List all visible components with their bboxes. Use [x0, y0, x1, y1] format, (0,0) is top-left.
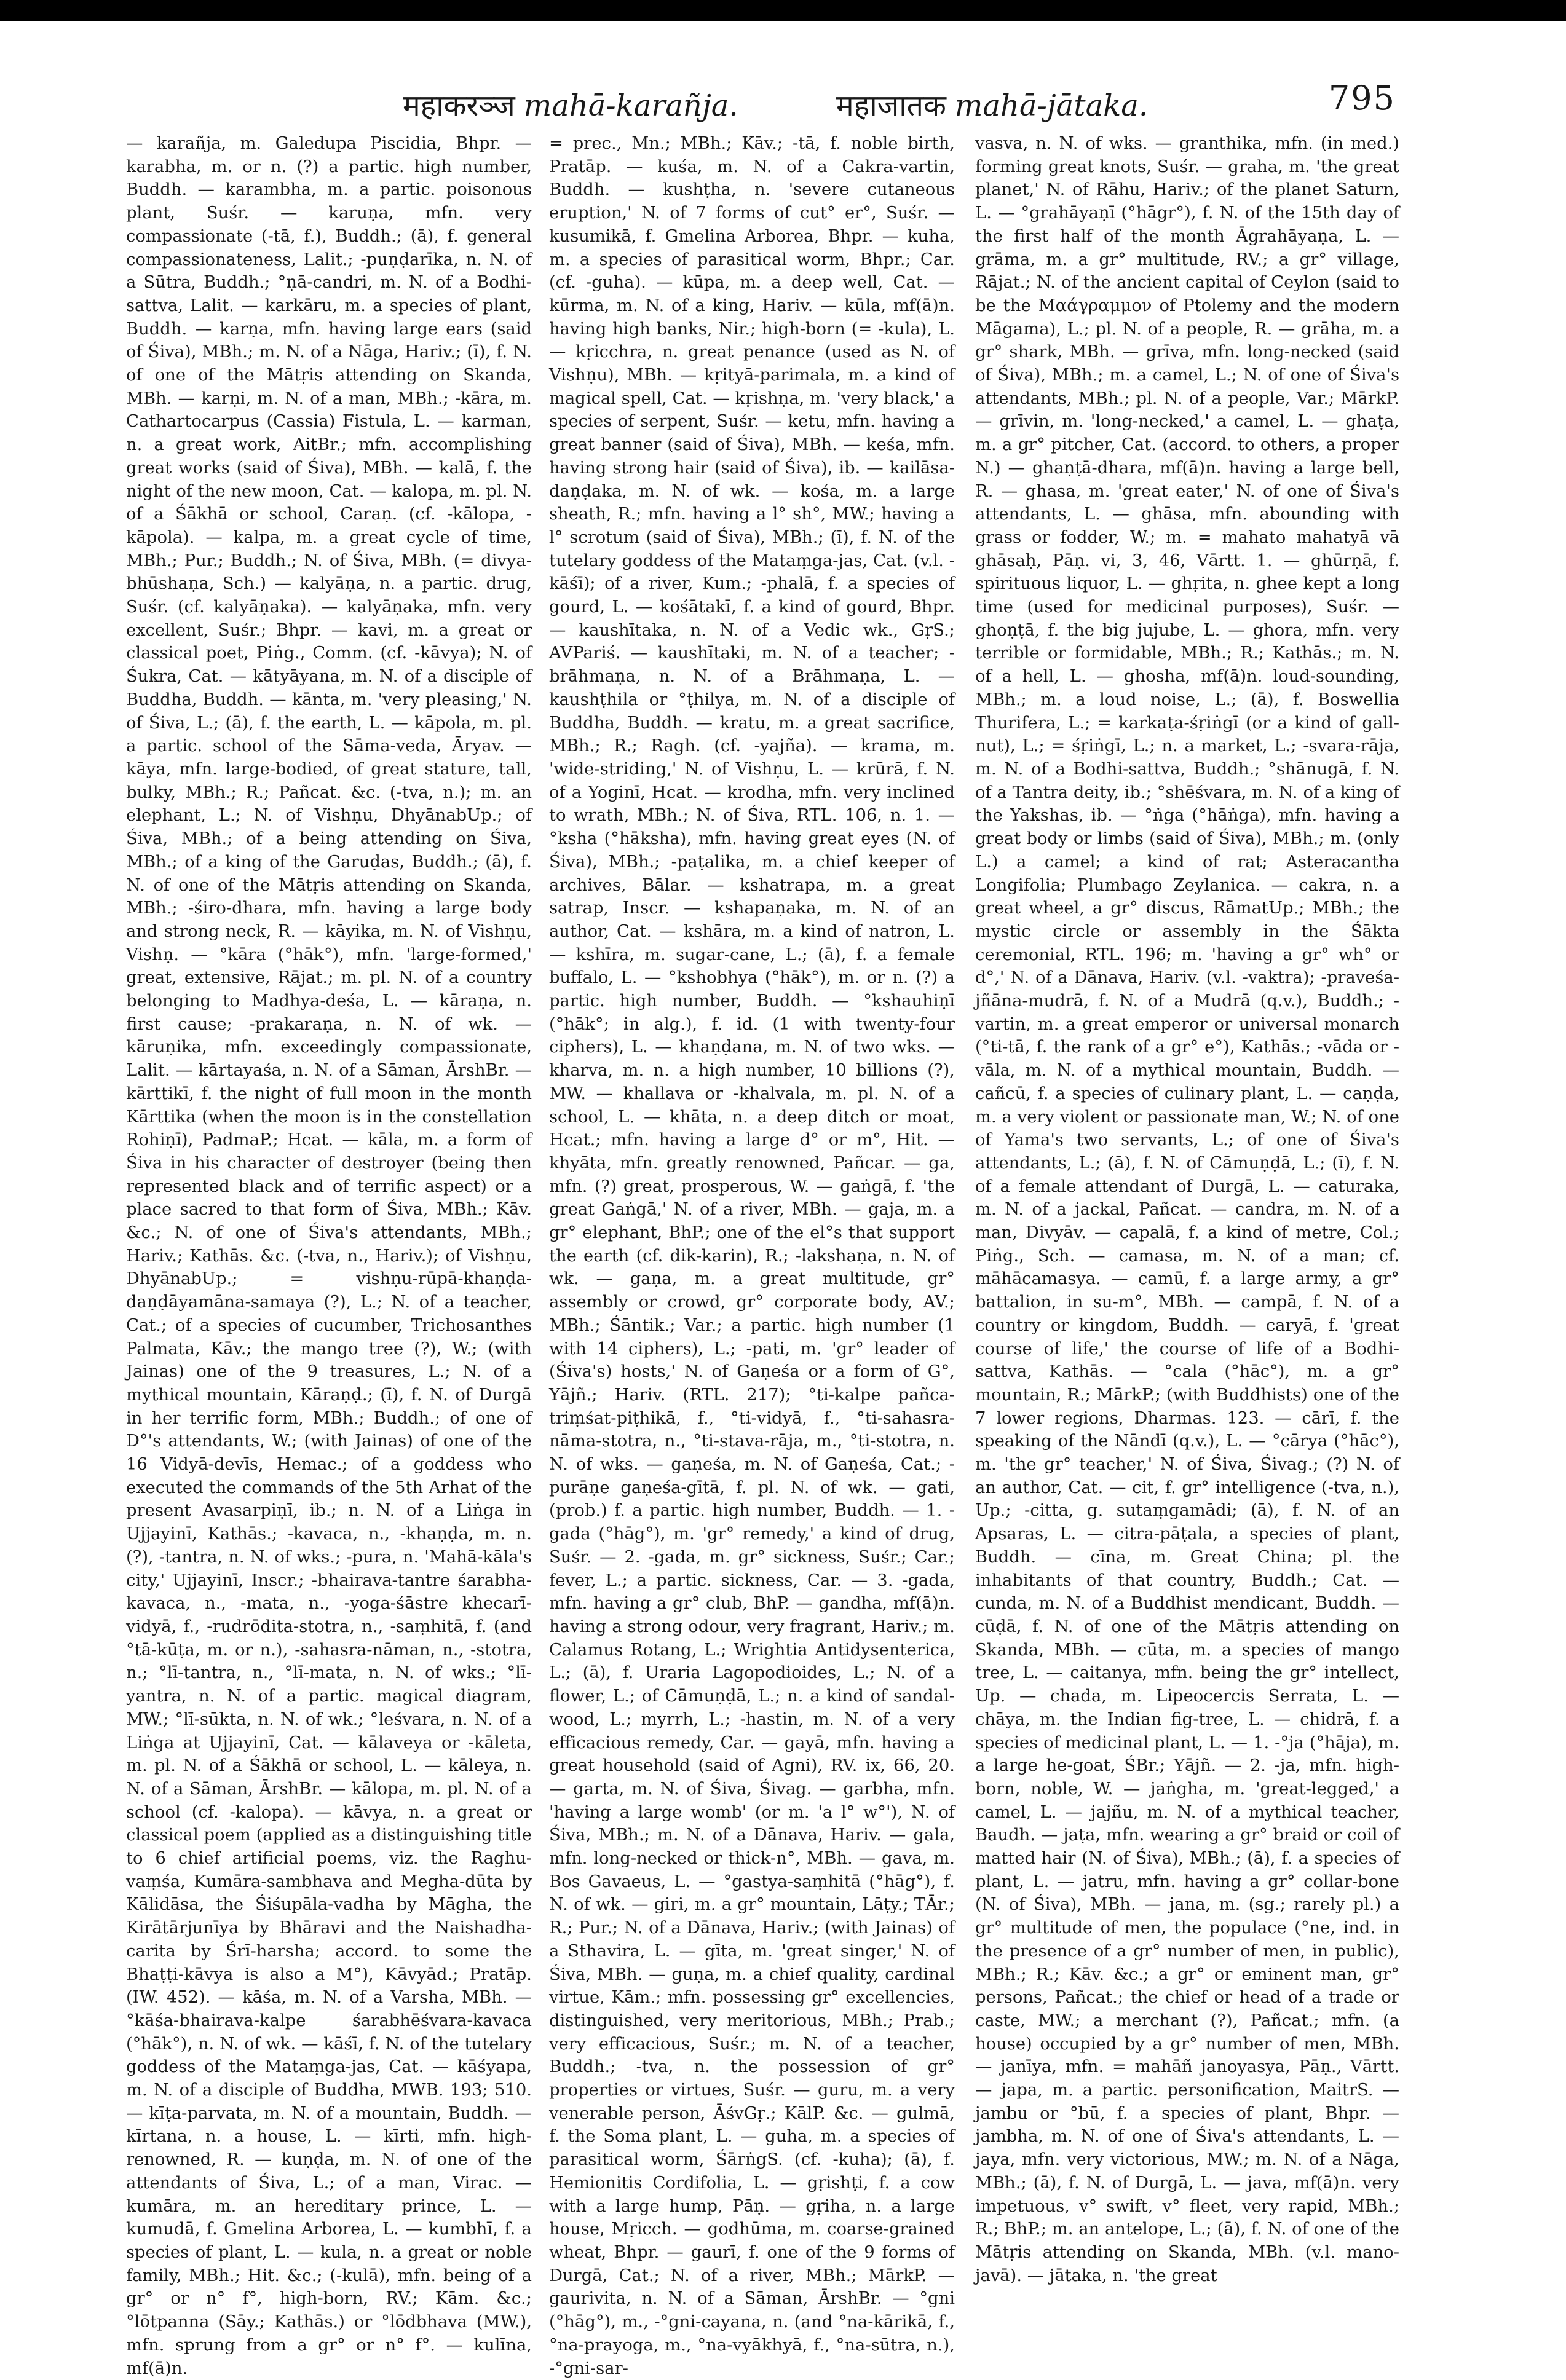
column-1-text: — karañja, m. Galedupa Piscidia, Bhpr. — karabha, m. or n. (?) a partic. high number, Buddh. — karambha, m. a partic. poisonous plant, Suśr. — karuṇa, mfn. very compassionate (-tā, f.), Buddh.; (ā), f. general compassionateness, Lalit.; -puṇḍarīka, n. N. of a Sūtra, Buddh.; °ṇā-candri, m. N. of a Bodhi-sattva, Lalit. — karkāru, m. a species of plant, Buddh. — karṇa, mfn. having large ears (said of Śiva), MBh.; m. N. of a Nāga, Hariv.; (ī), f. N. of one of the Mātṛis attending on Skanda, MBh. — karṇi, m. N. of a man, MBh.; -kāra, m. Cathartocarpus (Cassia) Fistula, L. — karman, n. a great work, AitBr.; mfn. accomplishing great works (said of Śiva), MBh. — kalā, f. the night of the new moon, Cat. — kalopa, m. pl. N. of a Śākhā or school, Caraṇ. (cf. -kālopa, -kāpola). — kalpa, m. a great cycle of time, MBh.; Pur.; Buddh.; N. of Śiva, MBh. (= divya-bhūshaṇa, Sch.) — kalyāṇa, n. a partic. drug, Suśr. (cf. kalyāṇaka). — kalyāṇaka, mfn. very excellent, Suśr.; Bhpr. — kavi, m. a great or classical poet, Piṅg., Comm. (cf. -kāvya); N. of Śukra, Cat. — kātyāyana, m. N. of a disciple of Buddha, Buddh. — kānta, m. 'very pleasing,' N. of Śiva, L.; (ā), f. the earth, L. — kāpola, m. pl. a partic. school of the Sāma-veda, Āryav. — kāya, mfn. large-bodied, of great stature, tall, bulky, MBh.; R.; Pañcat. &c. (-tva, n.); m. an elephant, L.; N. of Vishṇu, DhyānabUp.; of Śiva, MBh.; of a being attending on Śiva, MBh.; of a king of the Garuḍas, Buddh.; (ā), f. N. of one of the Mātṛis attending on Skanda, MBh.; -śiro-dhara, mfn. having a large body and strong neck, R. — kāyika, m. N. of Vishṇu, Vishṇ. — °kāra (°hāk°), mfn. 'large-formed,' great, extensive, Rājat.; m. pl. N. of a country belonging to Madhya-deśa, L. — kāraṇa, n. first cause; -prakaraṇa, n. N. of wk. — kāruṇika, mfn. exceedingly compassionate, Lalit. — kārtayaśa, n. N. of a Sāman, ĀrshBr. — kārttikī, f. the night of full moon in the month Kārttika (when the moon is in the constellation Rohiṇī), PadmaP.; Hcat. — kāla, m. a form of Śiva in his character of destroyer (being then represented black and of terrific aspect) or a place sacred to that form of Śiva, MBh.; Kāv. &c.; N. of one of Śiva's attendants, MBh.; Hariv.; Kathās. &c. (-tva, n., Hariv.); of Vishṇu, DhyānabUp.; = vishṇu-rūpā-khaṇḍa-daṇḍāyamāna-samaya (?), L.; N. of a teacher, Cat.; of a species of cucumber, Trichosanthes Palmata, Kāv.; the mango tree (?), W.; (with Jainas) one of the 9 treasures, L.; N. of a mythical mountain, Kāraṇḍ.; (ī), f. N. of Durgā in her terrific form, MBh.; Buddh.; of one of D°'s attendants, W.; (with Jainas) of one of the 16 Vidyā-devīs, Hemac.; of a goddess who executed the commands of the 5th Arhat of the present Avasarpiṇī, ib.; n. N. of a Liṅga in Ujjayinī, Kathās.; -kavaca, n., -khaṇḍa, m. n. (?), -tantra, n. N. of wks.; -pura, n. 'Mahā-kāla's city,' Ujjayinī, Inscr.; -bhairava-tantre śarabha-kavaca, n., -mata, n., -yoga-śāstre khecarī-vidyā, f., -rudrōdita-stotra, n., -saṃhitā, f. (and °tā-kūṭa, m. or n.), -sahasra-nāman, n., -stotra, n.; °lī-tantra, n., °lī-mata, n. N. of wks.; °lī-yantra, n. N. of a partic. magical diagram, MW.; °lī-sūkta, n. N. of wk.; °leśvara, n. N. of a Liṅga at Ujjayinī, Cat. — kālaveya or -kāleta, m. pl. N. of a Śākhā or school, L. — kāleya, n. N. of a Sāman, ĀrshBr. — kālopa, m. pl. N. of a school (cf. -kalopa). — kāvya, n. a great or classical poem (applied as a distinguishing title to 6 chief artificial poems, viz. the Raghu-vaṃśa, Kumāra-sambhava and Megha-dūta by Kālidāsa, the Śiśupāla-vadha by Māgha, the Kirātārjunīya by Bhāravi and the Naishadha-carita by Śrī-harsha; accord. to some the Bhaṭṭi-kāvya is also a M°), Kāvyād.; Pratāp. (IW. 452). — kāśa, m. N. of a Varsha, MBh. — °kāśa-bhairava-kalpe śarabhēśvara-kavaca (°hāk°), n. N. of wk. — kāśī, f. N. of the tutelary goddess of the Mataṃga-jas, Cat. — kāśyapa, m. N. of a disciple of Buddha, MWB. 193; 510. — kīṭa-parvata, m. N. of a mountain, Buddh. — kīrtana, n. a house, L. — kīrti, mfn. high-renowned, R. — kuṇḍa, m. N. of one of the attendants of Śiva, L.; of a man, Virac. — kumāra, m. an hereditary prince, L. — kumudā, f. Gmelina Arborea, L. — kumbhī, f. a species of plant, L. — kula, n. a great or noble family, MBh.; Hit. &c.; (-kulā), mfn. being of a gr° or n° f°, high-born, RV.; Kām. &c.; °lōtpanna (Sāy.; Kathās.) or °lōdbhava (MW.), mfn. sprung from a gr° or n° f°. — kulīna, mf(ā)n.	[126, 134, 532, 2378]
header-right-devanagari: महाजातक	[836, 89, 946, 123]
header-left-headword	[403, 85, 738, 125]
header-left-translit: mahā-karañja.	[523, 89, 738, 123]
page-header	[123, 73, 1396, 128]
header-right-headword	[836, 85, 1148, 125]
header-right-translit: mahā-jātaka.	[954, 89, 1149, 123]
column-2-text: = prec., Mn.; MBh.; Kāv.; -tā, f. noble birth, Pratāp. — kuśa, m. N. of a Cakra-vartin, Buddh. — kushṭha, n. 'severe cutaneous eruption,' N. of 7 forms of cut° er°, Suśr. — kusumikā, f. Gmelina Arborea, Bhpr. — kuha, m. a species of parasitical worm, Bhpr.; Car. (cf. -guha). — kūpa, m. a deep well, Cat. — kūrma, m. N. of a king, Hariv. — kūla, mf(ā)n. having high banks, Nir.; high-born (= -kula), L. — kṛicchra, n. great penance (used as N. of Vishṇu), MBh. — kṛityā-parimala, m. a kind of magical spell, Cat. — kṛishṇa, m. 'very black,' a species of serpent, Suśr. — ketu, mfn. having a great banner (said of Śiva), MBh. — keśa, mfn. having strong hair (said of Śiva), ib. — kailāsa-daṇḍaka, m. N. of wk. — kośa, m. a large sheath, R.; mfn. having a l° sh°, MW.; having a l° scrotum (said of Śiva), MBh.; (ī), f. N. of the tutelary goddess of the Mataṃga-jas, Cat. (v.l. -kāśī); of a river, Kum.; -phalā, f. a species of gourd, L. — kośātakī, f. a kind of gourd, Bhpr. — kaushītaka, n. N. of a Vedic wk., GṛS.; AVPariś. — kaushītaki, m. N. of a teacher; -brāhmaṇa, n. N. of a Brāhmaṇa, L. — kaushṭhila or °ṭhilya, m. N. of a disciple of Buddha, Buddh. — kratu, m. a great sacrifice, MBh.; R.; Ragh. (cf. -yajña). — krama, m. 'wide-striding,' N. of Vishṇu, L. — krūrā, f. N. of a Yoginī, Hcat. — krodha, mfn. very inclined to wrath, MBh.; N. of Śiva, RTL. 106, n. 1. — °ksha (°hāksha), mfn. having great eyes (N. of Śiva), MBh.; -paṭalika, m. a chief keeper of archives, Bālar. — kshatrapa, m. a great satrap, Inscr. — kshapaṇaka, m. N. of an author, Cat. — kshāra, m. a kind of natron, L. — kshīra, m. sugar-cane, L.; (ā), f. a female buffalo, L. — °kshobhya (°hāk°), m. or n. (?) a partic. high number, Buddh. — °kshauhiṇī (°hāk°; in alg.), f. id. (1 with twenty-four ciphers), L. — khaṇḍana, m. N. of two wks. — kharva, m. n. a high number, 10 billions (?), MW. — khallava or -khalvala, m. pl. N. of a school, L. — khāta, n. a deep ditch or moat, Hcat.; mfn. having a large d° or m°, Hit. — khyāta, mfn. greatly renowned, Pañcar. — ga, mfn. (?) great, prosperous, W. — gaṅgā, f. 'the great Gaṅgā,' N. of a river, MBh. — gaja, m. a gr° elephant, BhP.; one of the el°s that support the earth (cf. dik-karin), R.; -lakshaṇa, n. N. of wk. — gaṇa, m. a great multitude, gr° assembly or crowd, gr° corporate body, AV.; MBh.; Śāntik.; Var.; a partic. high number (1 with 14 ciphers), L.; -pati, m. 'gr° leader of (Śiva's) hosts,' N. of Gaṇeśa or a form of G°, Yājñ.; Hariv. (RTL. 217); °ti-kalpe pañca-triṃśat-piṭhikā, f., °ti-vidyā, f., °ti-sahasra-nāma-stotra, n., °ti-stava-rāja, m., °ti-stotra, n. N. of wks. — gaṇeśa, m. N. of Gaṇeśa, Cat.; -purāṇe gaṇeśa-gītā, f. pl. N. of wk. — gati, (prob.) f. a partic. high number, Buddh. — 1. -gada (°hāg°), m. 'gr° remedy,' a kind of drug, Suśr. — 2. -gada, m. gr° sickness, Suśr.; Car.; fever, L.; a partic. sickness, Car. — 3. -gada, mfn. having a gr° club, BhP. — gandha, mf(ā)n. having a strong odour, very fragrant, Hariv.; m. Calamus Rotang, L.; Wrightia Antidysenterica, L.; (ā), f. Uraria Lagopodioides, L.; N. of a flower, L.; of Cāmuṇḍā, L.; n. a kind of sandal-wood, L.; myrrh, L.; -hastin, m. N. of a very efficacious remedy, Car. — gayā, mfn. having a great household (said of Agni), RV. ix, 66, 20. — garta, m. N. of Śiva, Śivag. — garbha, mfn. 'having a large womb' (or m. 'a l° w°'), N. of Śiva, MBh.; m. N. of a Dānava, Hariv. — gala, mfn. long-necked or thick-n°, MBh. — gava, m. Bos Gavaeus, L. — °gastya-saṃhitā (°hāg°), f. N. of wk. — giri, m. a gr° mountain, Lāṭy.; TĀr.; R.; Pur.; N. of a Dānava, Hariv.; (with Jainas) of a Sthavira, L. — gīta, m. 'great singer,' N. of Śiva, MBh. — guṇa, m. a chief quality, cardinal virtue, Kām.; mfn. possessing gr° excellencies, distinguished, very meritorious, MBh.; Prab.; very efficacious, Suśr.; m. N. of a teacher, Buddh.; -tva, n. the possession of gr° properties or virtues, Suśr. — guru, m. a very venerable person, ĀśvGṛ.; KālP. &c. — gulmā, f. the Soma plant, L. — guha, m. a species of parasitical worm, ŚārṅgS. (cf. -kuha); (ā), f. Hemionitis Cordifolia, L. — gṛishṭi, f. a cow with a large hump, Pāṇ. — gṛiha, n. a large house, Mṛicch. — godhūma, m. coarse-grained wheat, Bhpr. — gaurī, f. one of the 9 forms of Durgā, Cat.; N. of a river, MBh.; MārkP. — gaurivita, n. N. of a Sāman, ĀrshBr. — °gni (°hāg°), m., -°gni-cayana, n. (and °na-kārikā, f., °na-prayoga, m., °na-vyākhyā, f., °na-sūtra, n.), -°gni-sar-	[549, 134, 955, 2378]
column-3-text: vasva, n. N. of wks. — granthika, mfn. (in med.) forming great knots, Suśr. — graha, m. 'the great planet,' N. of Rāhu, Hariv.; of the planet Saturn, L. — °grahāyaṇī (°hāgr°), f. N. of the 15th day of the first half of the month Āgrahāyaṇa, L. — grāma, m. a gr° multitude, RV.; a gr° village, Rājat.; N. of the ancient capital of Ceylon (said to be the Μαάγραμμον of Ptolemy and the modern Māgama), L.; pl. N. of a people, R. — grāha, m. a gr° shark, MBh. — grīva, mfn. long-necked (said of Śiva), MBh.; m. a camel, L.; N. of one of Śiva's attendants, MBh.; pl. N. of a people, Var.; MārkP. — grīvin, m. 'long-necked,' a camel, L. — ghaṭa, m. a gr° pitcher, Cat. (accord. to others, a proper N.) — ghaṇṭā-dhara, mf(ā)n. having a large bell, R. — ghasa, m. 'great eater,' N. of one of Śiva's attendants, L. — ghāsa, mfn. abounding with grass or fodder, W.; m. = mahato mahatyā vā ghāsaḥ, Pāṇ. vi, 3, 46, Vārtt. 1. — ghūrṇā, f. spirituous liquor, L. — ghṛita, n. ghee kept a long time (used for medicinal purposes), Suśr. — ghoṇṭā, f. the big jujube, L. — ghora, mfn. very terrible or formidable, MBh.; R.; Kathās.; m. N. of a hell, L. — ghosha, mf(ā)n. loud-sounding, MBh.; m. a loud noise, L.; (ā), f. Boswellia Thurifera, L.; = karkaṭa-śṛiṅgī (or a kind of gall-nut), L.; = śṛiṅgī, L.; n. a market, L.; -svara-rāja, m. N. of a Bodhi-sattva, Buddh.; °shānugā, f. N. of a Tantra deity, ib.; °shēśvara, m. N. of a king of the Yakshas, ib. — °ṅga (°hāṅga), mfn. having a great body or limbs (said of Śiva), MBh.; m. (only L.) a camel; a kind of rat; Asteracantha Longifolia; Plumbago Zeylanica. — cakra, n. a great wheel, a gr° discus, RāmatUp.; MBh.; the mystic circle or assembly in the Śākta ceremonial, RTL. 196; m. 'having a gr° wh° or d°,' N. of a Dānava, Hariv. (v.l. -vaktra); -praveśa-jñāna-mudrā, f. N. of a Mudrā (q.v.), Buddh.; -vartin, m. a great emperor or universal monarch (°ti-tā, f. the rank of a gr° e°), Kathās.; -vāda or -vāla, m. N. of a mythical mountain, Buddh. — cañcū, f. a species of culinary plant, L. — caṇḍa, m. a very violent or passionate man, W.; N. of one of Yama's two servants, L.; of one of Śiva's attendants, L.; (ā), f. N. of Cāmuṇḍā, L.; (ī), f. N. of a female attendant of Durgā, L. — caturaka, m. N. of a jackal, Pañcat. — candra, m. N. of a man, Divyāv. — capalā, f. a kind of metre, Col.; Piṅg., Sch. — camasa, m. N. of a man; cf. māhācamasya. — camū, f. a large army, a gr° battalion, in su-m°, MBh. — campā, f. N. of a country or kingdom, Buddh. — caryā, f. 'great course of life,' the course of life of a Bodhi-sattva, Kathās. — °cala (°hāc°), m. a gr° mountain, R.; MārkP.; (with Buddhists) one of the 7 lower regions, Dharmas. 123. — cārī, f. the speaking of the Nāndī (q.v.), L. — °cārya (°hāc°), m. 'the gr° teacher,' N. of Śiva, Śivag.; (?) N. of an author, Cat. — cit, f. gr° intelligence (-tva, n.), Up.; -citta, g. sutaṃgamādi; (ā), f. N. of an Apsaras, L. — citra-pāṭala, a species of plant, Buddh. — cīna, m. Great China; pl. the inhabitants of that country, Buddh.; Cat. — cunda, m. N. of a Buddhist mendicant, Buddh. — cūḍā, f. N. of one of the Mātṛis attending on Skanda, MBh. — cūta, m. a species of mango tree, L. — caitanya, mfn. being the gr° intellect, Up. — chada, m. Lipeocercis Serrata, L. — chāya, m. the Indian fig-tree, L. — chidrā, f. a species of medicinal plant, L. — 1. -°ja (°hāja), m. a large he-goat, ŚBr.; Yājñ. — 2. -ja, mfn. high-born, noble, W. — jaṅgha, m. 'great-legged,' a camel, L. — jajñu, m. N. of a mythical teacher, Baudh. — jaṭa, mfn. wearing a gr° braid or coil of matted hair (N. of Śiva), MBh.; (ā), f. a species of plant, L. — jatru, mfn. having a gr° collar-bone (N. of Śiva), MBh. — jana, m. (sg.; rarely pl.) a gr° multitude of men, the populace (°ne, ind. in the presence of a gr° number of men, in public), MBh.; R.; Kāv. &c.; a gr° or eminent man, gr° persons, Pañcat.; the chief or head of a trade or caste, MW.; a merchant (?), Pañcat.; mfn. (a house) occupied by a gr° number of men, MBh. — janīya, mfn. = mahāñ janoyasya, Pāṇ., Vārtt. — japa, m. a partic. personification, MaitrS. — jambu or °bū, f. a species of plant, Bhpr. — jambha, m. N. of one of Śiva's attendants, L. — jaya, mfn. very victorious, MW.; m. N. of a Nāga, MBh.; (ā), f. N. of Durgā, L. — java, mf(ā)n. very impetuous, v° swift, v° fleet, very rapid, MBh.; R.; BhP.; m. an antelope, L.; (ā), f. N. of one of the Mātṛis attending on Skanda, MBh. (v.l. mano-javā). — jātaka, n. 'the great	[975, 134, 1399, 2285]
header-left-devanagari: महाकरञ्ज	[403, 89, 515, 123]
page-number: 795	[1328, 79, 1396, 117]
scan-top-edge	[0, 0, 1566, 21]
text-column-2	[549, 132, 955, 2378]
text-column-1	[126, 132, 532, 2378]
text-column-3	[975, 132, 1399, 2285]
